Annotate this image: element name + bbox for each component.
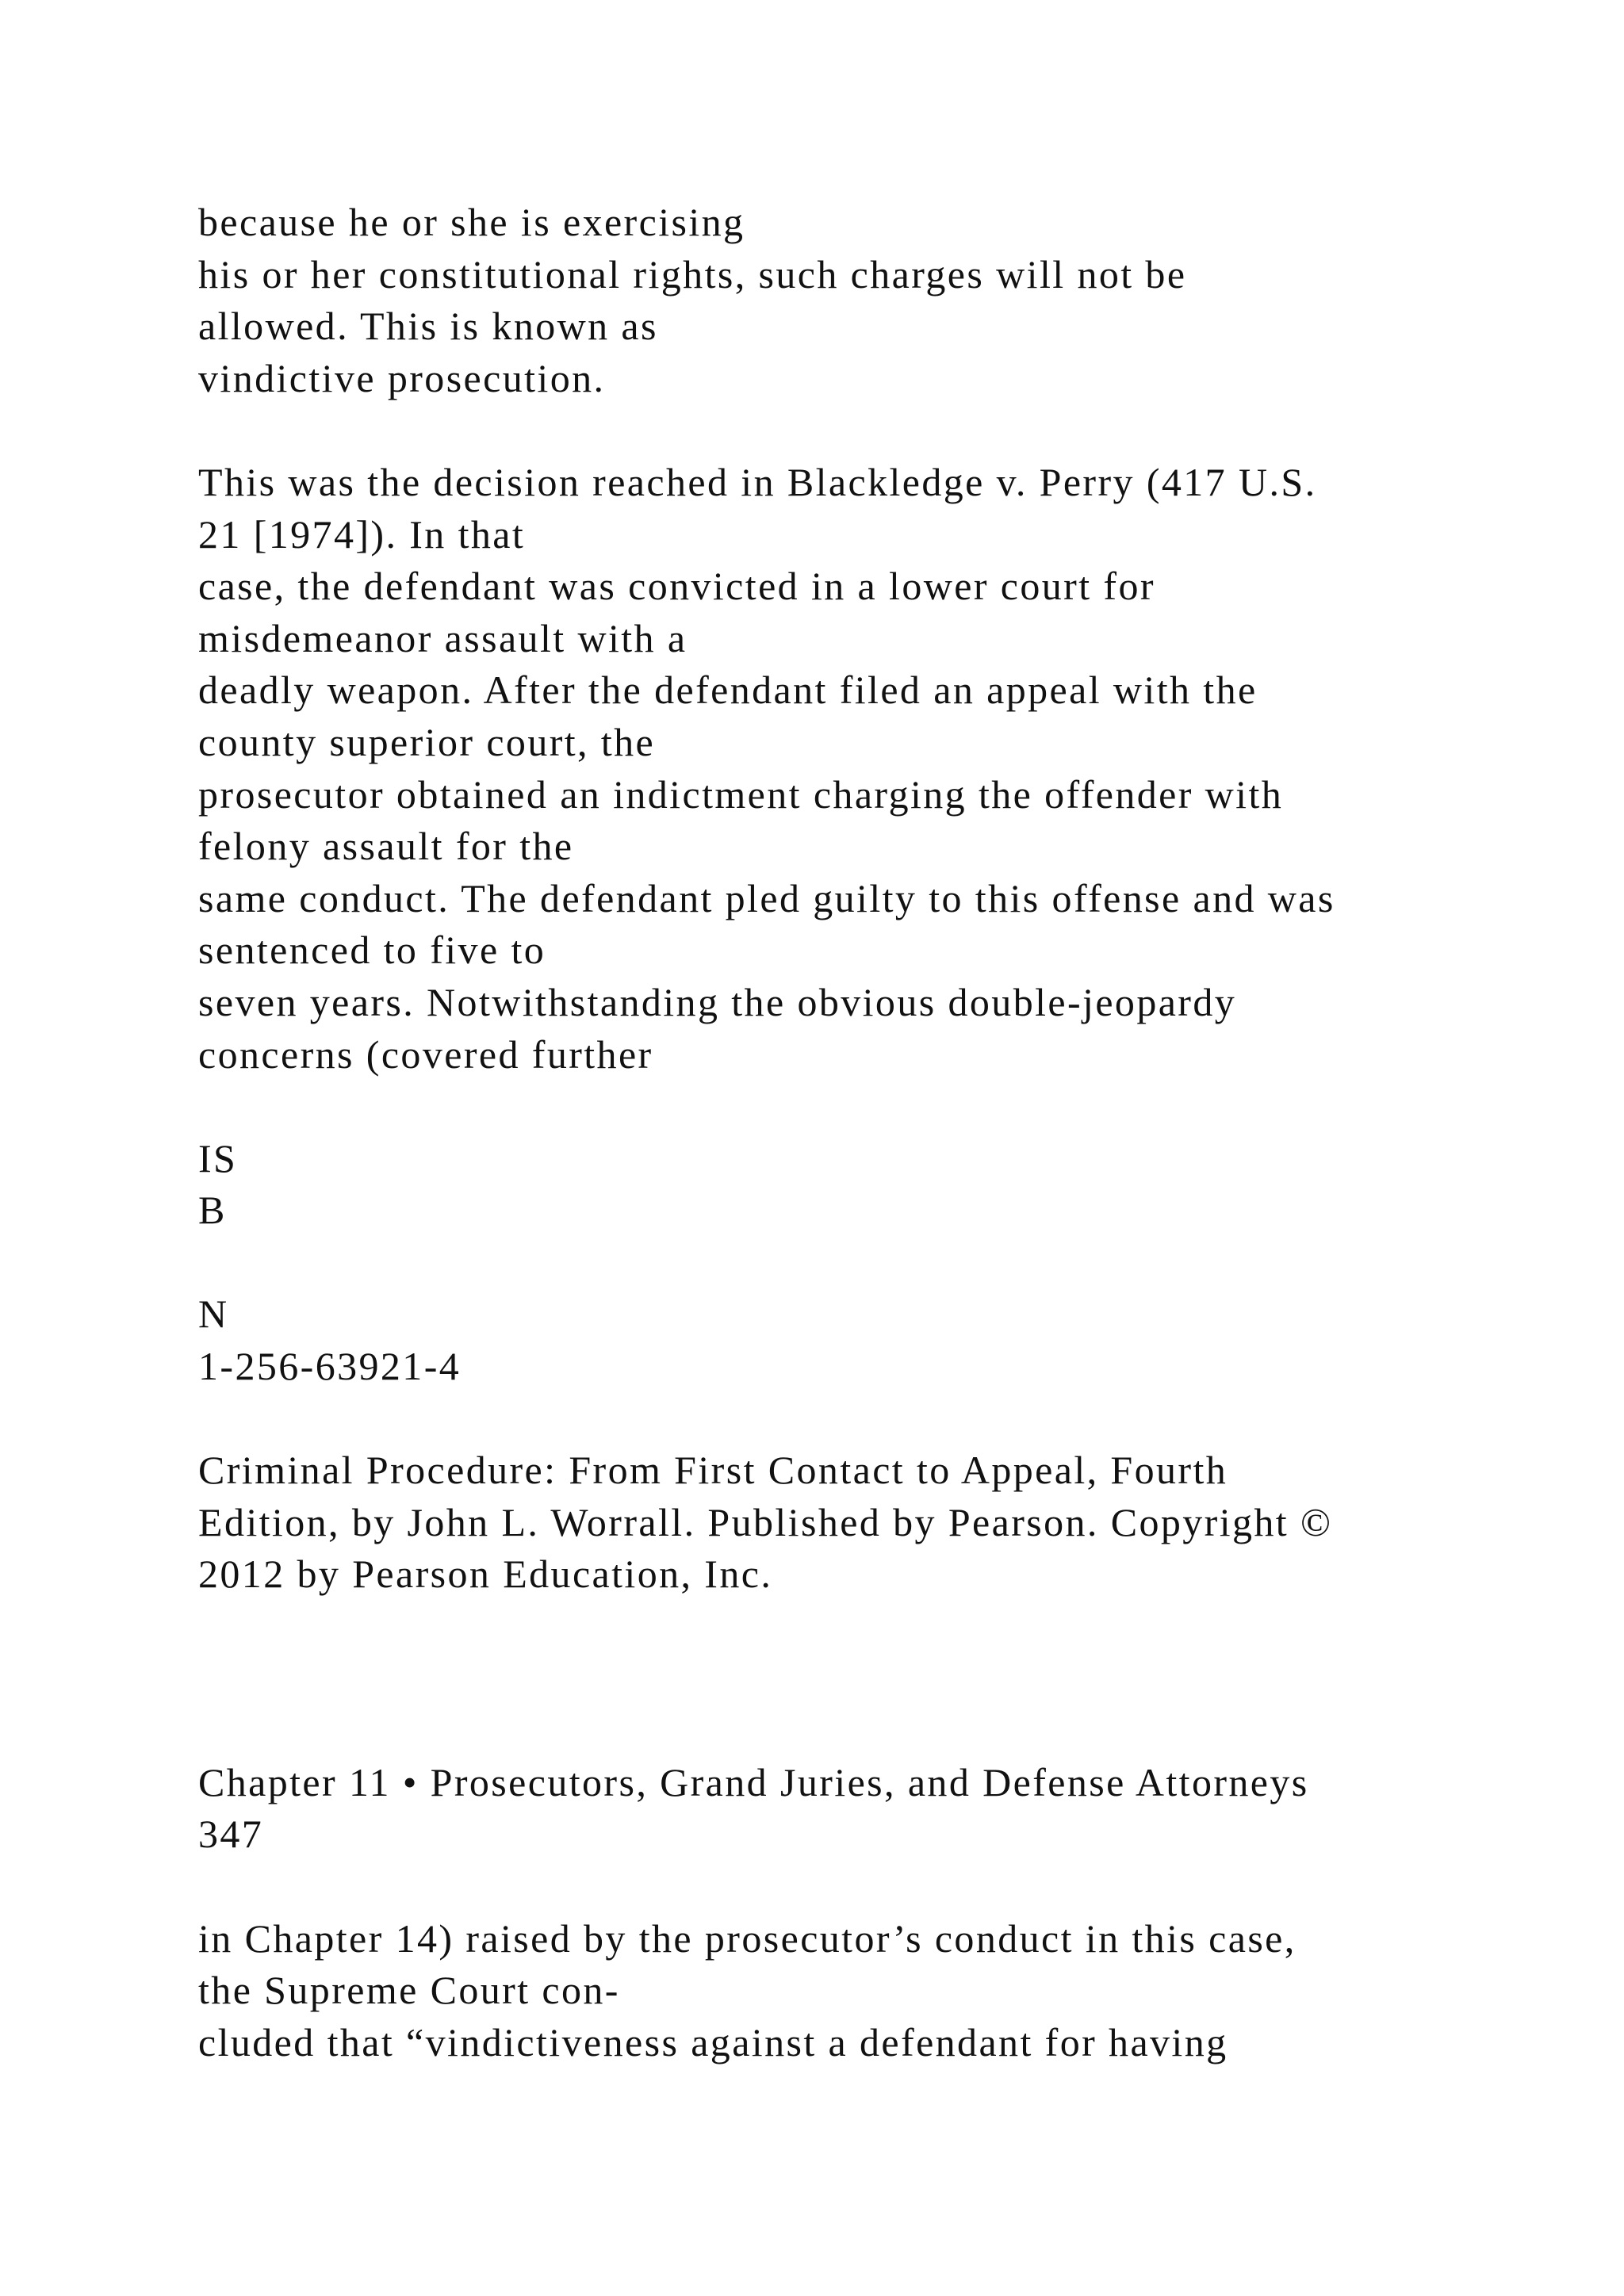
text-line: N	[198, 1292, 229, 1337]
text-line: his or her constitutional rights, such charges will not be	[198, 251, 1187, 297]
text-line: 21 [1974]). In that	[198, 511, 526, 557]
text-line: in Chapter 14) raised by the prosecutor’s conduct in this case,	[198, 1915, 1297, 1961]
text-line: This was the decision reached in Blackledge v. Perry (417 U.S.	[198, 459, 1317, 504]
text-line: seven years. Notwithstanding the obvious double-jeopardy	[198, 979, 1237, 1024]
blank-line	[198, 1601, 1594, 1653]
copyright-citation	[198, 1445, 1594, 1601]
isbn-number	[198, 1288, 1594, 1392]
text-line: felony assault for the	[198, 824, 574, 869]
text-line: vindictive prosecution.	[198, 355, 606, 400]
blank-line	[198, 1393, 1594, 1445]
text-line: county superior court, the	[198, 719, 656, 764]
text-line: IS	[198, 1135, 238, 1181]
text-line: sentenced to five to	[198, 928, 546, 973]
paragraph	[198, 457, 1594, 1081]
text-line: cluded that “vindictiveness against a defendant for having	[198, 2019, 1228, 2064]
text-line: case, the defendant was convicted in a lower court for	[198, 564, 1155, 609]
text-line: misdemeanor assault with a	[198, 615, 688, 660]
text-line: because he or she is exercising	[198, 200, 745, 244]
blank-line	[198, 1081, 1594, 1133]
text-line: concerns (covered further	[198, 1031, 653, 1077]
text-line: same conduct. The defendant pled guilty to this offense and was	[198, 875, 1335, 920]
text-line: deadly weapon. After the defendant filed an appeal with the	[198, 668, 1258, 713]
text-line: Chapter 11 • Prosecutors, Grand Juries, and Defense Attorneys	[198, 1759, 1309, 1804]
page-number: 347	[198, 1812, 264, 1857]
text-line: allowed. This is known as	[198, 304, 658, 349]
text-line: Edition, by John L. Worrall. Published by Pearson. Copyright ©	[198, 1499, 1333, 1544]
text-line: B	[198, 1188, 227, 1233]
running-header	[198, 1757, 1594, 1861]
paragraph	[198, 1913, 1594, 2069]
blank-line	[198, 1653, 1594, 1705]
text-line: Criminal Procedure: From First Contact to Appeal, Fourth	[198, 1448, 1228, 1493]
blank-line	[198, 1705, 1594, 1757]
text-line: the Supreme Court con-	[198, 1968, 620, 2013]
isbn-fragment	[198, 1133, 1594, 1237]
blank-line	[198, 404, 1594, 457]
text-line: 1-256-63921-4	[198, 1344, 462, 1389]
text-line: prosecutor obtained an indictment charging the offender with	[198, 771, 1284, 817]
paragraph	[198, 197, 1594, 404]
document-body	[198, 197, 1594, 2068]
blank-line	[198, 1237, 1594, 1289]
text-line: 2012 by Pearson Education, Inc.	[198, 1552, 773, 1597]
blank-line	[198, 1861, 1594, 1913]
